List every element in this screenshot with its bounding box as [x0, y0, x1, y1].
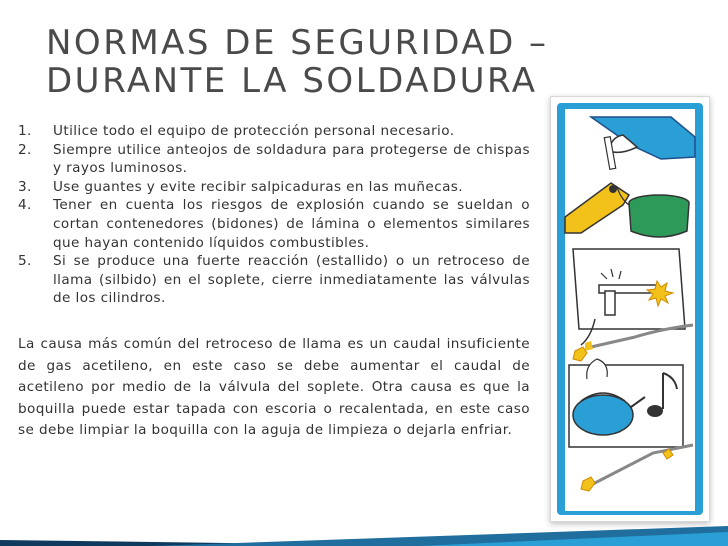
slide-title	[46, 24, 606, 100]
welding-illustrations	[551, 97, 709, 521]
list-number: 2.	[18, 141, 32, 158]
bottom-decoration-bar	[0, 526, 728, 546]
list-text: Use guantes y evite recibir salpicaduras en las muñecas.	[53, 178, 464, 195]
list-number: 5.	[18, 253, 32, 270]
list-number: 4.	[18, 197, 32, 214]
whistling-kettle-illustration	[569, 359, 683, 447]
list-item	[18, 178, 530, 197]
backfire-note-paragraph: La causa más común del retroceso de llama es un caudal insuficiente de gas acetileno, en este caso se debe aumentar el caudal de acetileno por medio de la válvula del soplete. Otra causa es que la boquilla puede estar tapada con escoria o recalentada, en este caso se debe limpiar la boquilla con la aguja de limpieza o dejarla enfriar.	[18, 336, 530, 439]
safety-rules-list	[18, 122, 530, 308]
list-item	[18, 141, 530, 178]
list-text: Utilice todo el equipo de protección personal necesario.	[53, 123, 455, 139]
list-item	[18, 252, 530, 308]
list-item	[18, 196, 530, 252]
illustration-panel	[550, 96, 710, 522]
list-number: 1.	[18, 123, 32, 139]
title-line-2: DURANTE LA SOLDADURA	[46, 61, 538, 101]
list-text: Si se produce una fuerte reacción (estallido) o un retroceso de llama (silbido) en el soplete, cierre inmediatamente las válvulas de los cilindros.	[53, 253, 530, 307]
list-text: Siempre utilice anteojos de soldadura para protegerse de chispas y rayos luminosos.	[53, 141, 530, 177]
list-number: 3.	[18, 178, 32, 195]
list-item	[18, 122, 530, 141]
list-text: Tener en cuenta los riesgos de explosión cuando se sueldan o cortan contenedores (bidones) de lámina o elementos similares que hayan contenido líquidos combustibles.	[53, 197, 530, 251]
title-line-1: NORMAS DE SEGURIDAD –	[46, 23, 549, 63]
